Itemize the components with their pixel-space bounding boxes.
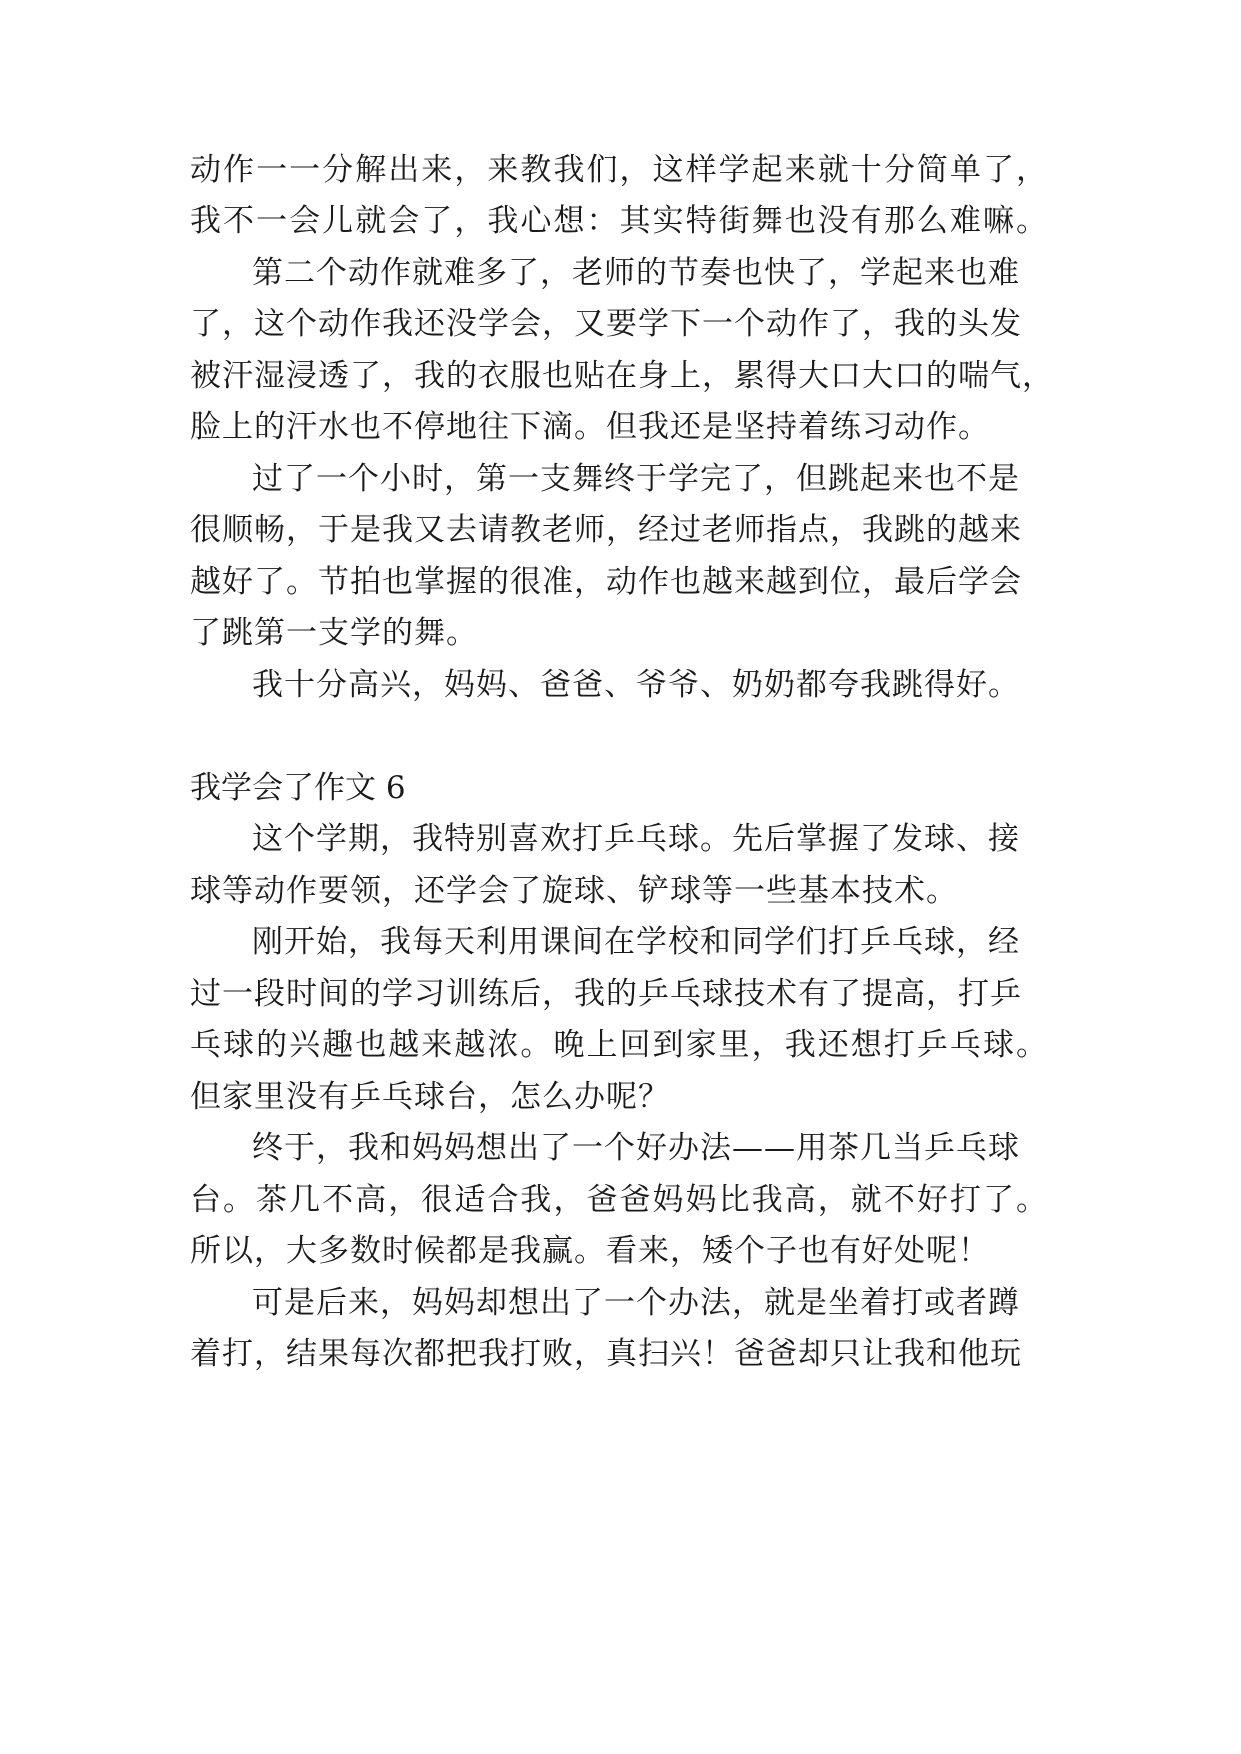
text-line: 被汗湿浸透了，我的衣服也贴在身上，累得大口大口的喘气，	[190, 358, 1054, 394]
paragraph-first-line: 终于，我和妈妈想出了一个好办法——用茶几当乒乓球	[252, 1130, 1020, 1166]
text-line: 台。茶几不高，很适合我，爸爸妈妈比我高，就不好打了。	[190, 1182, 1048, 1218]
paragraph-first-line: 这个学期，我特别喜欢打乒乓球。先后掌握了发球、接	[252, 821, 1020, 857]
text-line: 过一段时间的学习训练后，我的乒乓球技术有了提高，打乒	[190, 976, 1022, 1012]
text-line: 了，这个动作我还没学会，又要学下一个动作了，我的头发	[190, 306, 1022, 342]
text-line: 着打，结果每次都把我打败，真扫兴！爸爸却只让我和他玩	[190, 1336, 1022, 1372]
text-line: 所以，大多数时候都是我赢。看来，矮个子也有好处呢！	[190, 1233, 990, 1269]
paragraph-first-line: 第二个动作就难多了，老师的节奏也快了，学起来也难	[252, 255, 1020, 291]
paragraph-first-line: 刚开始，我每天利用课间在学校和同学们打乒乓球，经	[252, 924, 1020, 960]
section-title: 我学会了作文 6	[190, 770, 406, 806]
text-line: 球等动作要领，还学会了旋球、铲球等一些基本技术。	[190, 873, 958, 909]
text-line: 乓球的兴趣也越来越浓。晚上回到家里，我还想打乒乓球。	[190, 1027, 1048, 1063]
text-line: 但家里没有乒乓球台，怎么办呢？	[190, 1079, 670, 1115]
text-line: 脸上的汗水也不停地往下滴。但我还是坚持着练习动作。	[190, 409, 990, 445]
paragraph-first-line: 我十分高兴，妈妈、爸爸、爷爷、奶奶都夸我跳得好。	[252, 667, 1020, 703]
text-line: 很顺畅，于是我又去请教老师，经过老师指点，我跳的越来	[190, 512, 1022, 548]
paragraph-first-line: 过了一个小时，第一支舞终于学完了，但跳起来也不是	[252, 461, 1020, 497]
paragraph-first-line: 可是后来，妈妈却想出了一个办法，就是坐着打或者蹲	[252, 1285, 1020, 1321]
text-line: 我不一会儿就会了，我心想：其实特街舞也没有那么难嘛。	[190, 203, 1048, 239]
text-line: 动作一一分解出来，来教我们，这样学起来就十分简单了，	[190, 152, 1048, 188]
text-line: 了跳第一支学的舞。	[190, 615, 478, 651]
text-line: 越好了。节拍也掌握的很准，动作也越来越到位，最后学会	[190, 564, 1022, 600]
